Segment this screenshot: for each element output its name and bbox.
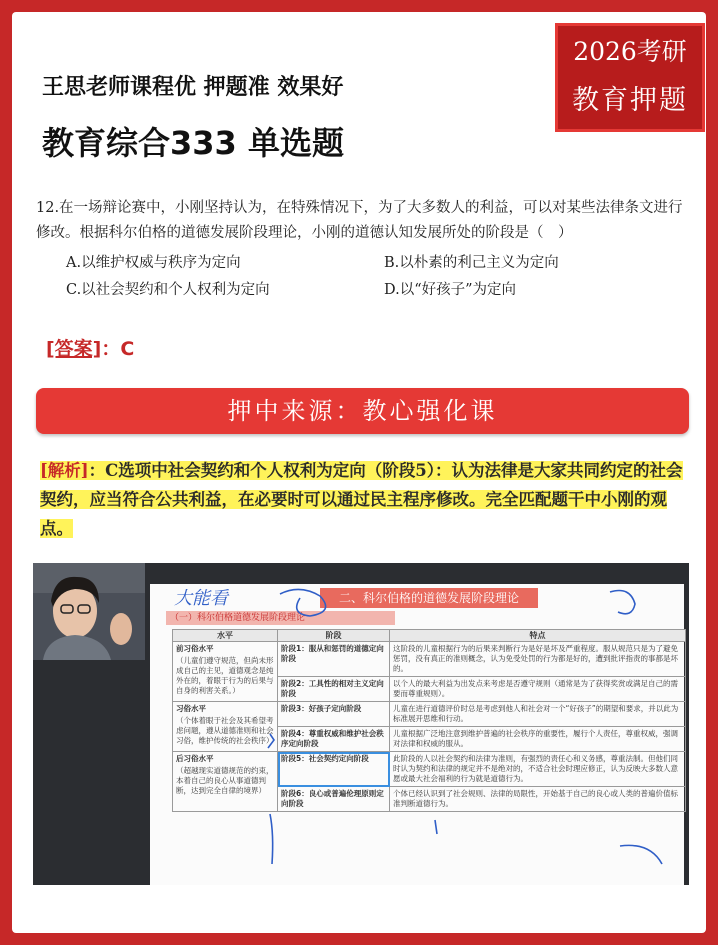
page-title: 教育综合333 单选题 [42, 124, 344, 162]
teacher-webcam [33, 563, 145, 660]
stage-cell: 阶段1：服从和惩罚的道德定向阶段 [278, 642, 390, 677]
feature-cell: 儿童在进行道德评价时总是考虑到他人和社会对一个“好孩子”的期望和要求，并以此为标准展开思维和行动。 [390, 702, 686, 727]
lecture-video-frame [33, 563, 689, 885]
feature-cell: 以个人的最大利益为出发点来考虑是否遵守规则（通常是为了获得奖赏或满足自己的需要而尊重规则）。 [390, 677, 686, 702]
analysis-text: ：C选项中社会契约和个人权利为定向（阶段5）：认为法律是大家共同约定的社会契约，应当符合公共利益，在必要时可以通过民主程序修改。完全匹配题干中小刚的观点。 [40, 461, 683, 538]
analysis-block [40, 456, 696, 543]
question-text: 12.在一场辩论赛中，小刚坚持认为，在特殊情况下，为了大多数人的利益，可以对某些法律条文进行修改。根据科尔伯格的道德发展阶段理论，小刚的道德认知发展所处的阶段是（ ） [36, 200, 683, 241]
lecture-slide [150, 584, 684, 885]
answer-label: [答案] [46, 338, 102, 360]
feature-cell: 此阶段的人以社会契约和法律为准则，有强烈的责任心和义务感，尊重法制。但他们同时认为契约和法律的规定并不是绝对的，不适合社会时理应修正，认为反映大多数人意愿或最大社会福利的行为就是道德行为。 [390, 752, 686, 787]
table-header-cell: 水平 [173, 630, 278, 642]
badge-subject: 教育押题 [572, 85, 688, 116]
handwritten-note: 大能看 [174, 588, 228, 609]
level-desc: （个体着眼于社会及其希望考虑问题，遵从道德准则和社会习俗，维护传统的社会秩序） [176, 716, 274, 745]
slide-subtitle: （一）科尔伯格道德发展阶段理论 [166, 611, 395, 625]
source-banner: 押中来源：教心强化课 [36, 388, 689, 434]
feature-cell: 儿童根据广泛地注意到维护普遍的社会秩序的重要性，履行个人责任，尊重权威，强调对法律和权威的服从。 [390, 727, 686, 752]
answer-value: ：C [101, 338, 135, 360]
pen-annotations-icon [150, 584, 684, 885]
option-b: B.以朴素的利己主义为定向 [384, 255, 559, 271]
exam-badge [555, 23, 705, 132]
analysis-tag: [解析] [40, 461, 89, 480]
teacher-avatar-icon [33, 563, 145, 660]
feature-cell: 个体已经认识到了社会规则、法律的局限性，开始基于自己的良心或人类的普遍价值标准判断道德行为。 [390, 787, 686, 812]
level-desc: （超越现实道德规范的约束，本着自己的良心从事道德判断，达到完全自律的境界） [176, 766, 274, 795]
option-d: D.以“好孩子”为定向 [384, 282, 517, 298]
header-subtitle: 王思老师课程优 押题准 效果好 [42, 75, 344, 100]
level-name: 后习俗水平 [176, 754, 214, 763]
level-desc: （儿童们遵守规范，但尚未形成自己的主见，道德观念是纯外在的，着眼于行为的后果与自身的利害关系。） [176, 656, 274, 695]
stage-cell: 阶段3：好孩子定向阶段 [278, 702, 390, 727]
badge-year: 2026考研 [573, 37, 687, 66]
feature-cell: 这阶段的儿童根据行为的后果来判断行为是好是坏及严重程度。服从规范只是为了避免惩罚，没有真正的准则概念，认为免受处罚的行为都是好的，遭到批评指责的事都是坏的。 [390, 642, 686, 677]
slide-title: 二、科尔伯格的道德发展阶段理论 [320, 588, 538, 608]
stage-cell-highlighted: 阶段5：社会契约定向阶段 [278, 752, 390, 787]
level-name: 习俗水平 [176, 704, 206, 713]
table-header-cell: 特点 [390, 630, 686, 642]
table-header-cell: 阶段 [278, 630, 390, 642]
answer-line [46, 334, 134, 361]
stage-cell: 阶段2：工具性的相对主义定向阶段 [278, 677, 390, 702]
option-a: A.以维护权威与秩序为定向 [66, 255, 241, 271]
option-c: C.以社会契约和个人权利为定向 [66, 282, 270, 298]
stage-cell: 阶段4：尊重权威和维护社会秩序定向阶段 [278, 727, 390, 752]
stage-cell: 阶段6：良心或普遍伦理原则定向阶段 [278, 787, 390, 812]
level-name: 前习俗水平 [176, 644, 214, 653]
